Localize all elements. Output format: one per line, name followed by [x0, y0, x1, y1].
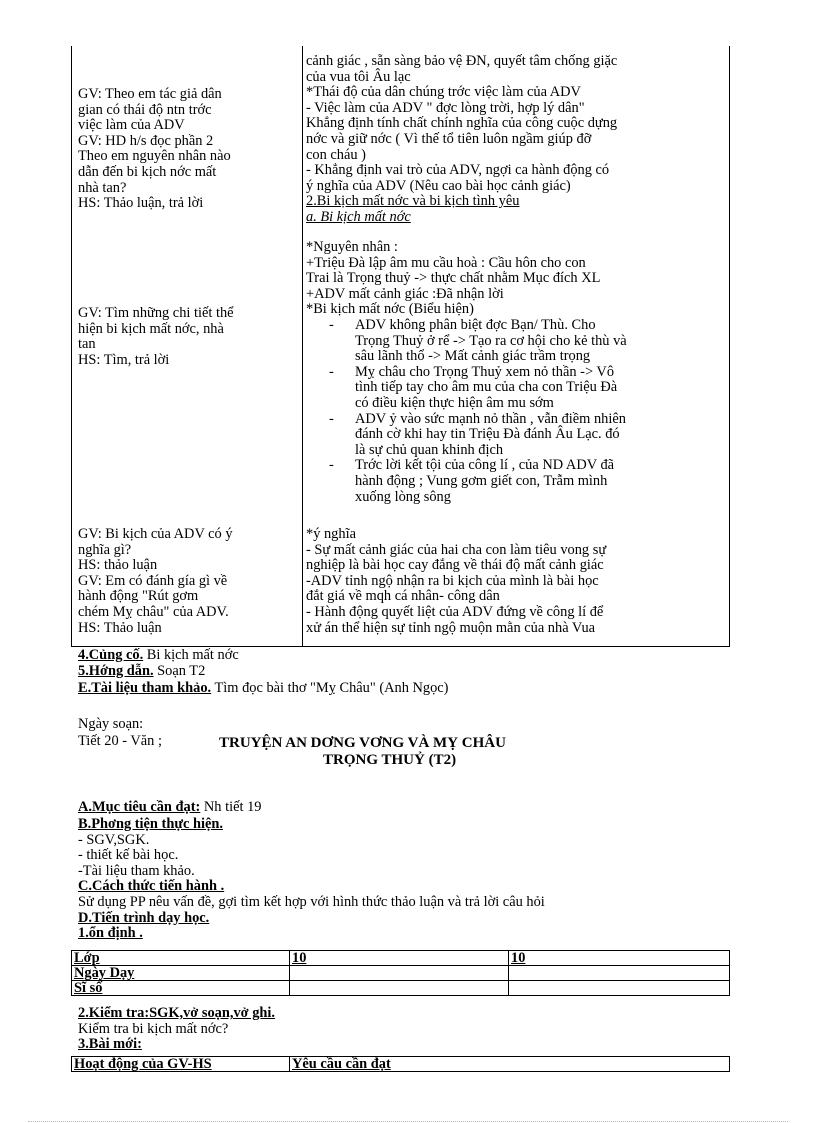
text-line: GV: HD h/s đọc phần 2 [78, 132, 214, 149]
table-cell: Lớp [72, 951, 290, 966]
text-line: nhà tan? [78, 179, 127, 196]
text-line: Trọng Thuỷ ở rể -> Tạo ra cơ hội cho kẻ thù và [355, 332, 627, 349]
table-cell [290, 981, 509, 996]
text-line: *ý nghĩa [306, 526, 356, 542]
text-line: ADV không phân biệt đợc Bạn/ Thù. Cho [355, 316, 596, 333]
text-line: GV: Bi kịch của ADV có ý [78, 526, 233, 542]
text-line: ý nghĩa của ADV (Nêu cao bài học cảnh giác) [306, 177, 571, 194]
section-b [78, 817, 545, 942]
text-line: là sự chủ quan khinh địch [355, 441, 504, 458]
text-line: GV: Tìm những chi tiết thể [78, 305, 234, 321]
section-label: B.Phơng tiện thực hiện. [78, 816, 223, 832]
table-row [72, 1057, 730, 1072]
lesson-title-line-1: TRUYỆN AN DƠNG VƠNG VÀ MỴ CHÂU [219, 735, 506, 751]
section-e-line [78, 681, 448, 697]
text-line: Mỵ châu cho Trọng Thuỷ xem nỏ thần -> Vô [355, 363, 615, 380]
section-label: 5.Hớng dẫn. [78, 663, 154, 679]
left-column [78, 0, 300, 650]
table-cell: Sĩ số [72, 981, 290, 996]
table-cell [290, 966, 509, 981]
table-cell [509, 966, 730, 981]
text-line: nghĩa gì? [78, 541, 132, 558]
text-line: HS: Thảo luận [78, 619, 162, 636]
dash-bullet-icon: - [329, 316, 334, 333]
table-row [72, 951, 730, 966]
text-line: hành động ; Vung gơm giết con, Trẫm mình [355, 472, 608, 489]
section-text: Bi kịch mất nớc [143, 647, 239, 663]
section-label: D.Tiến trình dạy học. [78, 909, 210, 926]
text-line: GV: Theo em tác giả dân [78, 86, 222, 102]
section-label: E.Tài liệu tham khảo. [78, 680, 212, 696]
text-line: -ADV tỉnh ngộ nhận ra bi kịch của mình là bài học [306, 572, 599, 589]
text-line: việc làm của ADV [78, 117, 185, 134]
right-column [306, 0, 728, 650]
table-cell [509, 981, 730, 996]
text-line: đắt giá về mqh cá nhân- công dân [306, 588, 500, 605]
text-line: Theo em nguyên nhân nào [78, 148, 231, 165]
section-label: C.Cách thức tiến hành . [78, 878, 225, 895]
section-label: 2.Kiểm tra:SGK,vở soạn,vở ghi. [78, 1005, 276, 1021]
table-column-divider [302, 46, 303, 647]
text-line: HS: Thảo luận, trả lời [78, 195, 204, 212]
text-line: chém Mỵ châu" của ADV. [78, 603, 229, 620]
section-4-line [78, 648, 239, 664]
lesson-title-line-2: TRỌNG THUỶ (T2) [323, 752, 457, 768]
text-line: con cháu ) [306, 146, 366, 163]
section-label: 3.Bài mới: [78, 1036, 142, 1053]
text-line: ADV ỷ vào sức mạnh nỏ thần , vẫn điềm nhiên [355, 410, 626, 427]
text-line: *Nguyên nhân : [306, 239, 398, 255]
table-row [72, 981, 730, 996]
table-row [72, 966, 730, 981]
kiem-tra-section [78, 1006, 275, 1053]
text-line: sâu lãnh thổ -> Mất cảnh giác trầm trọng [355, 348, 591, 365]
table-cell: Ngày Dạy [72, 966, 290, 981]
section-heading: 2.Bi kịch mất nớc và bi kịch tình yêu [306, 193, 520, 210]
text-line: - Sự mất cảnh giác của hai cha con làm tiêu vong sự [306, 541, 607, 558]
list-item [306, 412, 627, 459]
list-item: - thiết kế bài học. [78, 847, 179, 864]
text-line: gian có thái độ ntn trớc [78, 101, 212, 118]
table-header-cell: Yêu cầu cần đạt [290, 1057, 730, 1072]
text-line: *Bi kịch mất nớc (Biểu hiện) [306, 301, 474, 318]
text-line: - Khẳng định vai trò của ADV, ngợi ca hành động có [306, 162, 610, 179]
left-block-3 [78, 527, 233, 636]
text-line: nớc và giữ nớc ( Vì thế tổ tiên luôn ngầm giúp đỡ [306, 130, 592, 147]
section-5-line [78, 664, 205, 680]
text-line: - Hành động quyết liệt của ADV đứng về công lí để [306, 603, 604, 620]
list-item [306, 365, 627, 412]
section-text: Kiểm tra bi kịch mất nớc? [78, 1020, 229, 1037]
text-line: *Thái độ của dân chúng trớc việc làm của ADV [306, 84, 581, 101]
text-line: đánh cờ khi hay tin Triệu Đà đánh Âu Lạc. đó [355, 426, 620, 443]
right-para-2 [306, 240, 627, 505]
dash-bullet-icon: - [329, 457, 334, 474]
class-info-table [71, 950, 730, 996]
dash-bullet-icon: - [329, 363, 334, 380]
tiet-label: Tiết 20 - Văn ; [78, 733, 162, 749]
right-para-1 [306, 54, 617, 226]
table-cell: 10 [290, 951, 509, 966]
table-cell: 10 [509, 951, 730, 966]
text-line: hành động "Rút gơm [78, 588, 199, 605]
ngay-soan: Ngày soạn: [78, 716, 144, 732]
left-block-1 [78, 87, 231, 212]
text-line: - Việc làm của ADV " đợc lòng trời, hợp lý dân" [306, 99, 585, 116]
list-item [306, 458, 627, 505]
text-line: +ADV mất cảnh giác :Đã nhận lời [306, 285, 504, 302]
text-line: HS: thảo luận [78, 557, 158, 574]
text-line: tình tiếp tay cho âm mu của cha con Triệu Đà [355, 379, 618, 396]
section-text: Sử dụng PP nêu vấn đề, gợi tìm kết hợp với hình thức thảo luận và trả lời câu hỏi [78, 893, 545, 910]
section-label: 4.Củng cố. [78, 647, 144, 663]
list-item: -Tài liệu tham khảo. [78, 862, 195, 879]
dash-bullet-icon: - [329, 410, 334, 427]
section-text: Soạn T2 [153, 663, 206, 679]
activity-table-header [71, 1056, 730, 1072]
left-block-2 [78, 306, 234, 368]
text-line: dẫn đến bi kịch nớc mất [78, 163, 217, 180]
text-line: +Triệu Đà lập âm mu cầu hoà : Cầu hôn cho con [306, 254, 586, 271]
section-label: A.Mục tiêu cần đạt: [78, 799, 201, 815]
text-line: Khẳng định tính chất chính nghĩa của công cuộc dựng [306, 115, 618, 132]
text-line: tan [78, 336, 96, 353]
text-line: Trai là Trọng thuỷ -> thực chất nhằm Mục đích XL [306, 270, 601, 287]
text-line: hiện bi kịch mất nớc, nhà [78, 320, 224, 337]
text-line: có điều kiện thực hiện âm mu sớm [355, 394, 554, 411]
section-text: Tìm đọc bài thơ "Mỵ Châu" (Anh Ngọc) [211, 680, 449, 696]
page-bottom-border [28, 1121, 788, 1122]
section-label: 1.ổn định . [78, 925, 143, 942]
list-item [306, 318, 627, 365]
text-line: xuống lòng sông [355, 488, 451, 505]
section-text: Nh tiết 19 [200, 799, 262, 815]
section-a-line [78, 800, 261, 816]
text-line: HS: Tìm, trả lời [78, 351, 170, 368]
text-line: GV: Em có đánh gía gì về [78, 572, 228, 589]
list-item: - SGV,SGK. [78, 831, 150, 848]
text-line: xử án thể hiện sự tỉnh ngộ muộn mằn của nhà Vua [306, 619, 596, 636]
subsection-heading: a. Bi kịch mất nớc [306, 208, 411, 225]
text-line: nghiệp là bài học cay đắng về thái độ mất cảnh giác [306, 557, 604, 574]
right-para-3 [306, 527, 606, 636]
text-line: cảnh giác , sẵn sàng bảo vệ ĐN, quyết tâm chống giặc [306, 53, 618, 69]
text-line: của vua tôi Âu lạc [306, 68, 411, 85]
text-line: Trớc lời kết tội của công lí , của ND ADV đã [355, 457, 615, 474]
table-header-cell: Hoạt động của GV-HS [72, 1057, 290, 1072]
